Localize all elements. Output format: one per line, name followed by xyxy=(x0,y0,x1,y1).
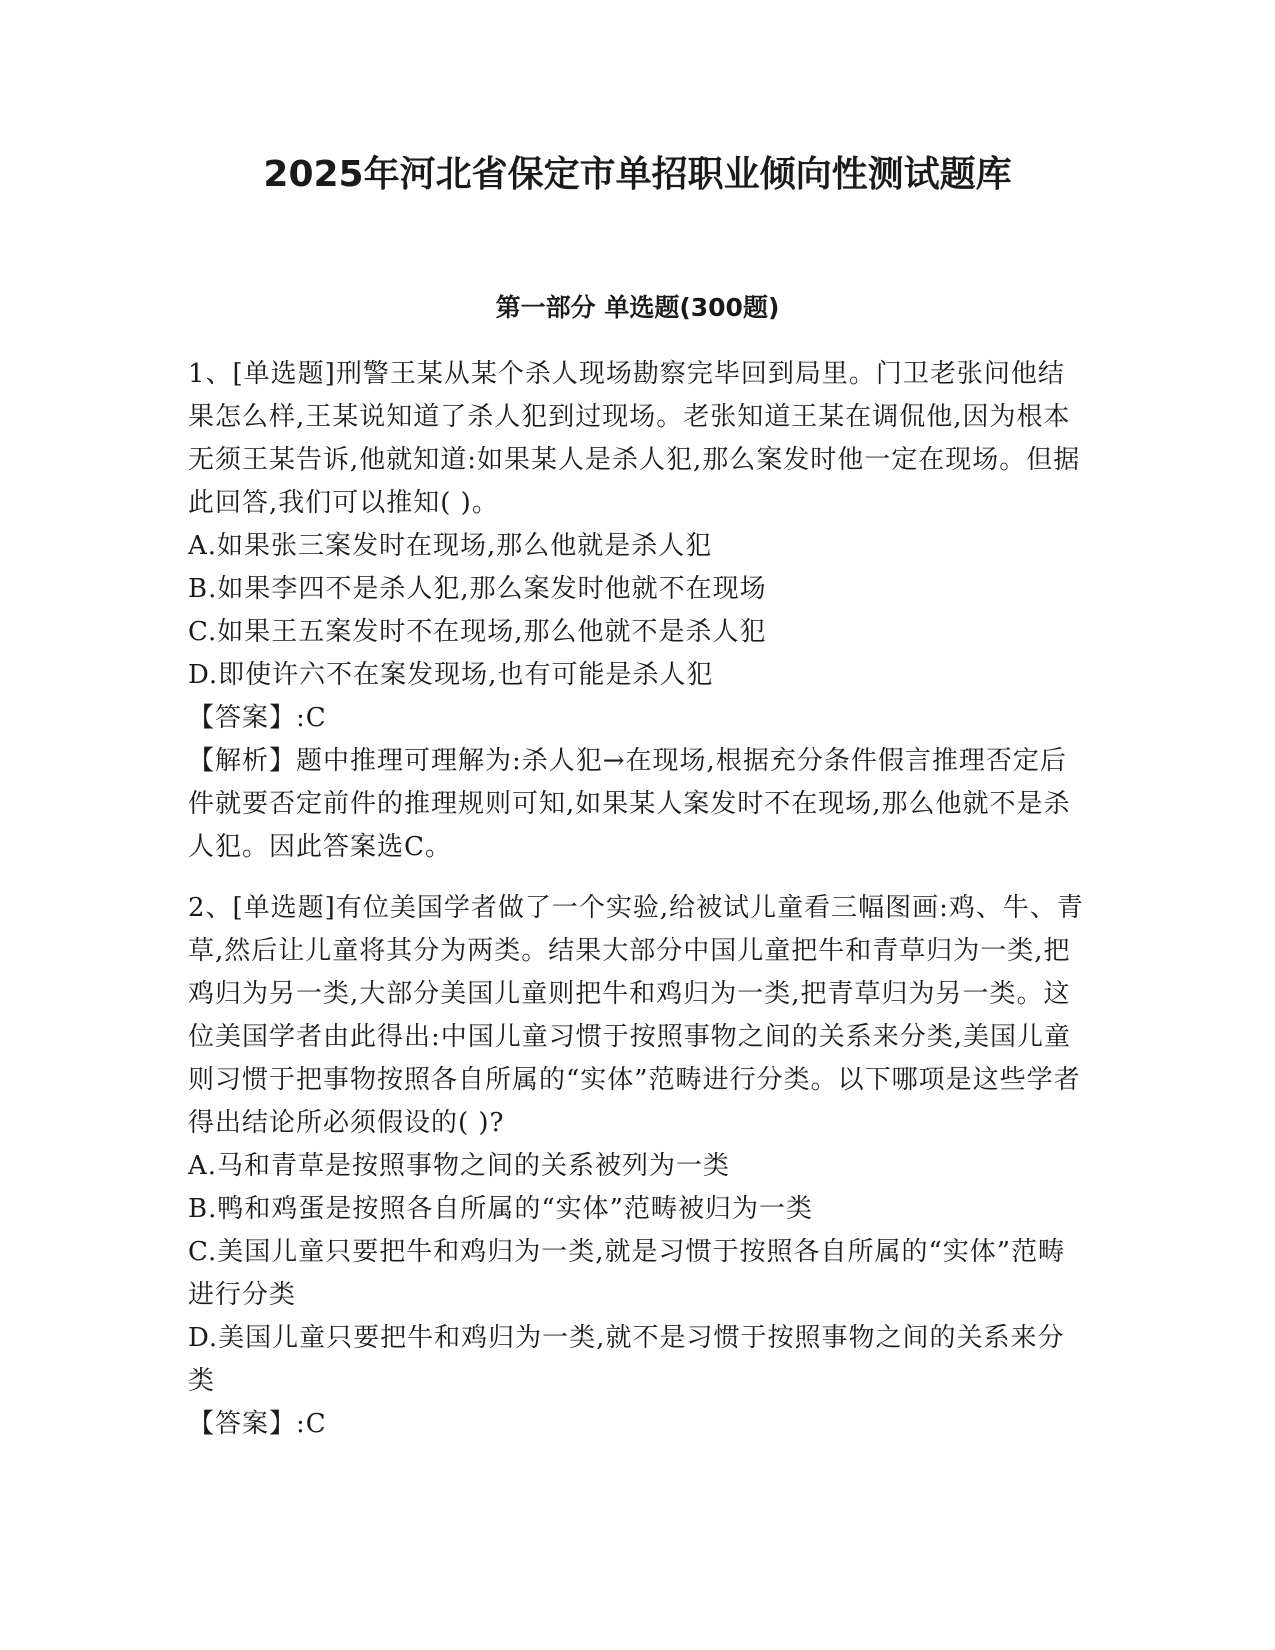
option-d: D.美国儿童只要把牛和鸡归为一类,就不是习惯于按照事物之间的关系来分类 xyxy=(188,1323,1065,1396)
question-stem: 1、[单选题]刑警王某从某个杀人现场勘察完毕回到局里。门卫老张问他结果怎么样,王某说知道了杀人犯到过现场。老张知道王某在调侃他,因为根本无须王某告诉,他就知道:如果某人是杀人犯,那么案发时他一定在现场。但据此回答,我们可以推知( )。 xyxy=(188,359,1081,518)
answer-label: 【答案】 xyxy=(188,703,297,733)
option-a: A.马和青草是按照事物之间的关系被列为一类 xyxy=(188,1151,731,1181)
analysis-line xyxy=(188,740,1088,869)
analysis-text: 题中推理可理解为:杀人犯→在现场,根据充分条件假言推理否定后件就要否定前件的推理规则可知,如果某人案发时不在现场,那么他就不是杀人犯。因此答案选C。 xyxy=(188,746,1071,862)
question-2 xyxy=(188,887,1088,1446)
question-stem: 2、[单选题]有位美国学者做了一个实验,给被试儿童看三幅图画:鸡、牛、青草,然后让儿童将其分为两类。结果大部分中国儿童把牛和青草归为一类,把鸡归为另一类,大部分美国儿童则把牛和鸡归为一类,把青草归为另一类。这位美国学者由此得出:中国儿童习惯于按照事物之间的关系来分类,美国儿童则习惯于把事物按照各自所属的“实体”范畴进行分类。以下哪项是这些学者得出结论所必须假设的( )? xyxy=(188,893,1084,1138)
answer-value: :C xyxy=(296,703,327,733)
option-c: C.如果王五案发时不在现场,那么他就不是杀人犯 xyxy=(188,617,767,647)
option-d: D.即使许六不在案发现场,也有可能是杀人犯 xyxy=(188,660,714,690)
answer-label: 【答案】 xyxy=(188,1409,297,1439)
document-title: 2025年河北省保定市单招职业倾向性测试题库 xyxy=(263,154,1012,195)
option-b: B.鸭和鸡蛋是按照各自所属的“实体”范畴被归为一类 xyxy=(188,1194,813,1224)
question-1 xyxy=(188,353,1088,869)
answer-line xyxy=(188,697,1088,740)
answer-line xyxy=(188,1403,1088,1446)
answer-value: :C xyxy=(296,1409,327,1439)
option-a: A.如果张三案发时在现场,那么他就是杀人犯 xyxy=(188,531,713,561)
option-c: C.美国儿童只要把牛和鸡归为一类,就是习惯于按照各自所属的“实体”范畴进行分类 xyxy=(188,1237,1066,1310)
question-list xyxy=(188,353,1088,1446)
analysis-label: 【解析】 xyxy=(188,746,297,776)
section-title: 第一部分 单选题(300题) xyxy=(495,293,780,322)
option-b: B.如果李四不是杀人犯,那么案发时他就不在现场 xyxy=(188,574,767,604)
